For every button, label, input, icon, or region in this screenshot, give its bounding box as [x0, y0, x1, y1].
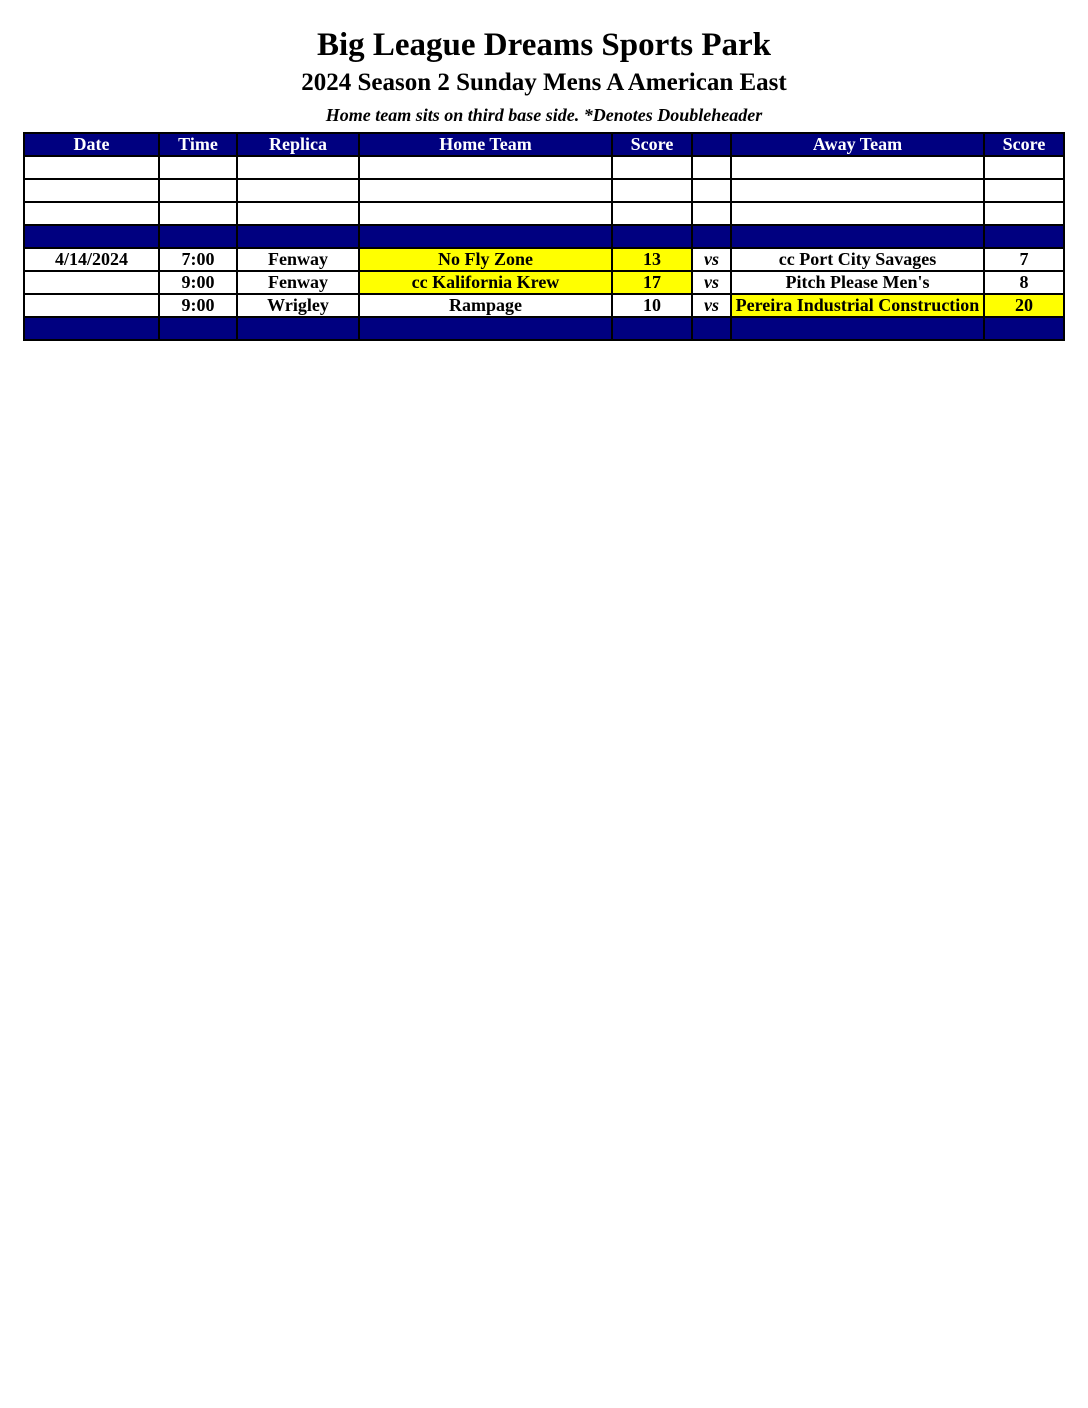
- game-date: [24, 271, 159, 294]
- vs-label: vs: [692, 248, 731, 271]
- away-score: 20: [984, 294, 1064, 317]
- page-title: Big League Dreams Sports Park: [316, 27, 772, 63]
- away-team: Pitch Please Men's: [731, 271, 984, 294]
- game-time: 9:00: [159, 294, 237, 317]
- game-time: 7:00: [159, 248, 237, 271]
- home-score: 13: [612, 248, 692, 271]
- col-header-away-team: Away Team: [731, 133, 984, 156]
- col-header-replica: Replica: [237, 133, 359, 156]
- away-score: 7: [984, 248, 1064, 271]
- game-date: [24, 294, 159, 317]
- separator-row: [24, 317, 1064, 340]
- col-header-date: Date: [24, 133, 159, 156]
- home-team: cc Kalifornia Krew: [359, 271, 612, 294]
- header-row: [24, 133, 1064, 156]
- col-header-home-score: Score: [612, 133, 692, 156]
- empty-row: [24, 156, 1064, 179]
- col-header-away-score: Score: [984, 133, 1064, 156]
- vs-label: vs: [692, 294, 731, 317]
- col-header-vs: [692, 133, 731, 156]
- schedule-table: [23, 132, 1065, 341]
- away-team: Pereira Industrial Construction: [731, 294, 984, 317]
- home-score: 10: [612, 294, 692, 317]
- game-row: [24, 248, 1064, 271]
- empty-row: [24, 179, 1064, 202]
- away-score: 8: [984, 271, 1064, 294]
- game-row: [24, 271, 1064, 294]
- game-date: 4/14/2024: [24, 248, 159, 271]
- game-replica: Fenway: [237, 248, 359, 271]
- col-header-time: Time: [159, 133, 237, 156]
- game-replica: Fenway: [237, 271, 359, 294]
- away-team: cc Port City Savages: [731, 248, 984, 271]
- game-replica: Wrigley: [237, 294, 359, 317]
- separator-row: [24, 225, 1064, 248]
- game-row: [24, 294, 1064, 317]
- schedule-note: Home team sits on third base side. *Denotes Doubleheader: [325, 105, 763, 125]
- home-team: No Fly Zone: [359, 248, 612, 271]
- game-time: 9:00: [159, 271, 237, 294]
- empty-row: [24, 202, 1064, 225]
- vs-label: vs: [692, 271, 731, 294]
- page-subtitle: 2024 Season 2 Sunday Mens A American East: [301, 69, 787, 96]
- home-team: Rampage: [359, 294, 612, 317]
- home-score: 17: [612, 271, 692, 294]
- col-header-home-team: Home Team: [359, 133, 612, 156]
